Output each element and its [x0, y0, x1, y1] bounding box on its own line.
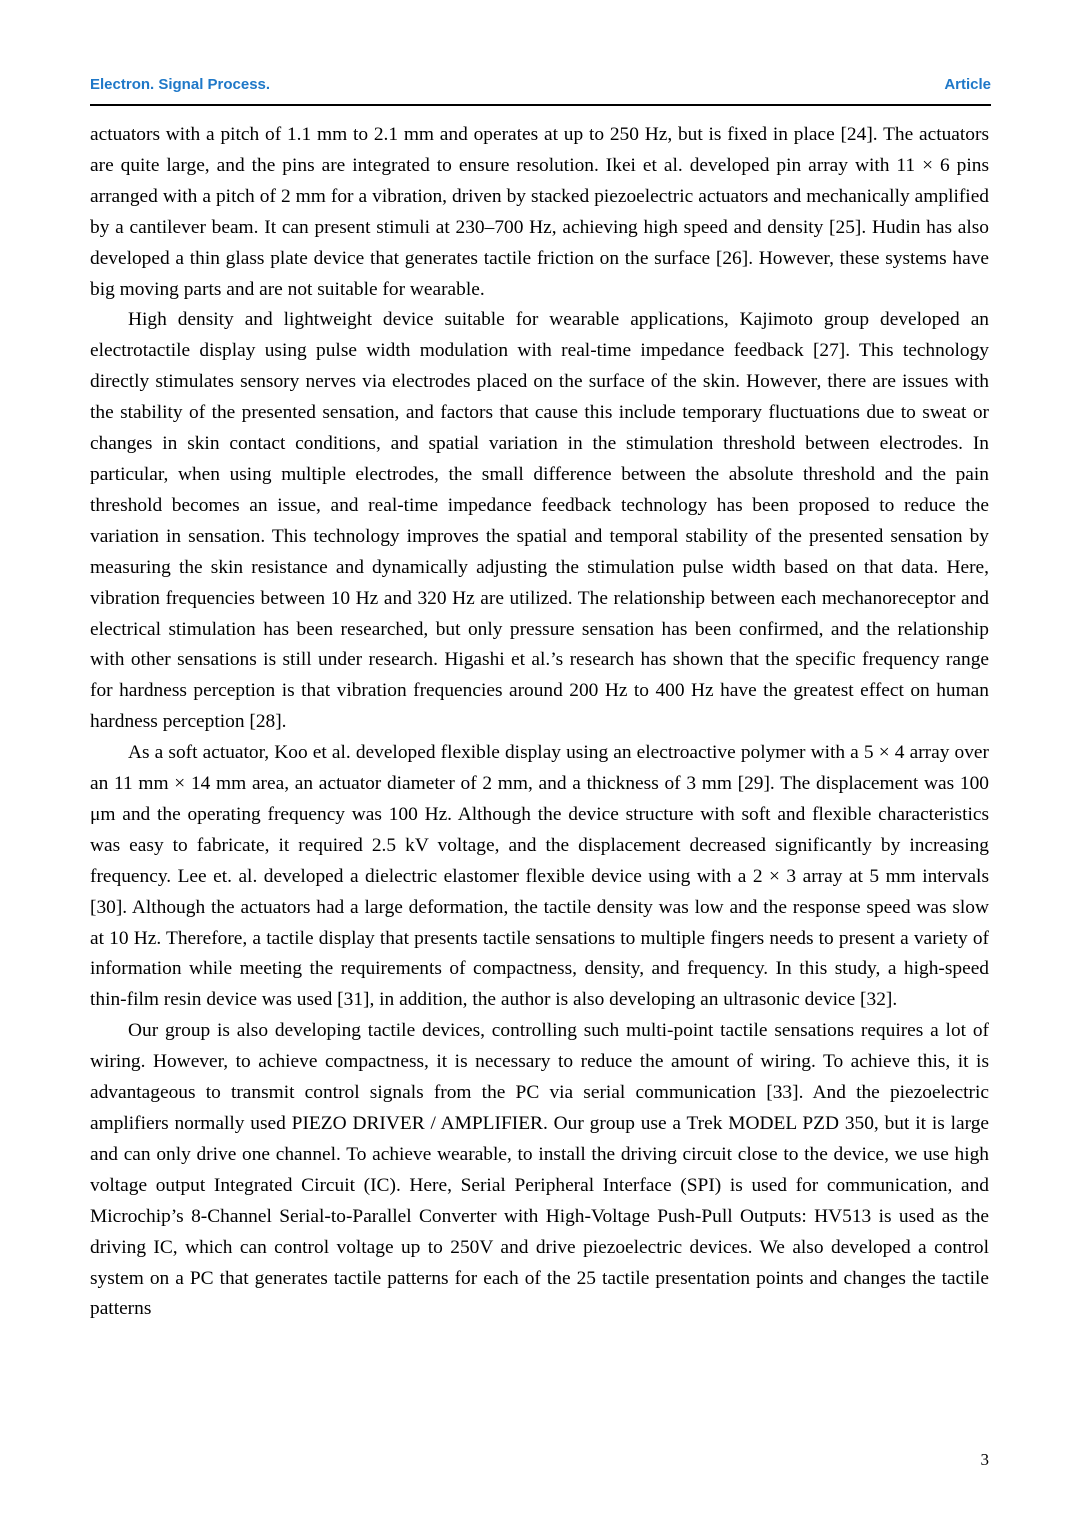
paragraph: actuators with a pitch of 1.1 mm to 2.1 mm and operates at up to 250 Hz, but is fixed in place [24]. The actuators are quite large, and the pins are integrated to ensure resolution. Ikei et al. developed pin array with 11 × 6 pins arranged with a pitch of 2 mm for a vibration, driven by stacked piezoelectric actuators and mechanically amplified by a cantilever beam. It can present stimuli at 230–700 Hz, achieving high speed and density [25]. Hudin has also developed a thin glass plate device that generates tactile friction on the surface [26]. However, these systems have big moving parts and are not suitable for wearable.	[90, 124, 989, 300]
journal-name: Electron. Signal Process.	[90, 76, 271, 93]
article-type-label: Article	[944, 76, 991, 93]
paragraph: As a soft actuator, Koo et al. developed flexible display using an electroactive polymer with a 5 × 4 array over an 11 mm × 14 mm area, an actuator diameter of 2 mm, and a thickness of 3 mm [29]. The displacement was 100 μm and the operating frequency was 100 Hz. Although the device structure with soft and flexible characteristics was easy to fabricate, it required 2.5 kV voltage, and the displacement decreased significantly by increasing frequency. Lee et. al. developed a dielectric elastomer flexible device using with a 2 × 3 array at 5 mm intervals [30]. Although the actuators had a large deformation, the tactile density was low and the response speed was slow at 10 Hz. Therefore, a tactile display that presents tactile sensations to multiple fingers needs to present a variety of information while meeting the requirements of compactness, density, and frequency. In this study, a high-speed thin-film resin device was used [31], in addition, the author is also developing an ultrasonic device [32].	[90, 742, 989, 1011]
running-header	[90, 76, 991, 98]
header-rule	[90, 104, 991, 106]
paragraph: High density and lightweight device suitable for wearable applications, Kajimoto group developed an electrotactile display using pulse width modulation with real-time impedance feedback [27]. This technology directly stimulates sensory nerves via electrodes placed on the surface of the skin. However, there are issues with the stability of the presented sensation, and factors that cause this include temporary fluctuations due to sweat or changes in skin contact conditions, and spatial variation in the stimulation threshold between electrodes. In particular, when using multiple electrodes, the small difference between the absolute threshold and the pain threshold becomes an issue, and real-time impedance feedback technology has been proposed to reduce the variation in sensation. This technology improves the spatial and temporal stability of the presented sensation by measuring the skin resistance and dynamically adjusting the stimulation pulse width based on that data. Here, vibration frequencies between 10 Hz and 320 Hz are utilized. The relationship between each mechanoreceptor and electrical stimulation has been researched, but only pressure sensation has been confirmed, and the relationship with other sensations is still under research. Higashi et al.’s research has shown that the specific frequency range for hardness perception is that vibration frequencies around 200 Hz to 400 Hz have the greatest effect on human hardness perception [28].	[90, 309, 989, 733]
page-number: 3	[980, 1450, 989, 1469]
paragraph: Our group is also developing tactile devices, controlling such multi-point tactile sensations requires a lot of wiring. However, to achieve compactness, it is necessary to reduce the amount of wiring. To achieve this, it is advantageous to transmit control signals from the PC via serial communication [33]. And the piezoelectric amplifiers normally used PIEZO DRIVER / AMPLIFIER. Our group use a Trek MODEL PZD 350, but it is large and can only drive one channel. To achieve wearable, to install the driving circuit close to the device, we use high voltage output Integrated Circuit (IC). Here, Serial Peripheral Interface (SPI) is used for communication, and Microchip’s 8-Channel Serial-to-Parallel Converter with High-Voltage Push-Pull Outputs: HV513 is used as the driving IC, which can control voltage up to 250V and drive piezoelectric devices. We also developed a control system on a PC that generates tactile patterns for each of the 25 tactile presentation points and changes the tactile patterns	[90, 1020, 989, 1320]
body-text	[90, 120, 989, 1325]
